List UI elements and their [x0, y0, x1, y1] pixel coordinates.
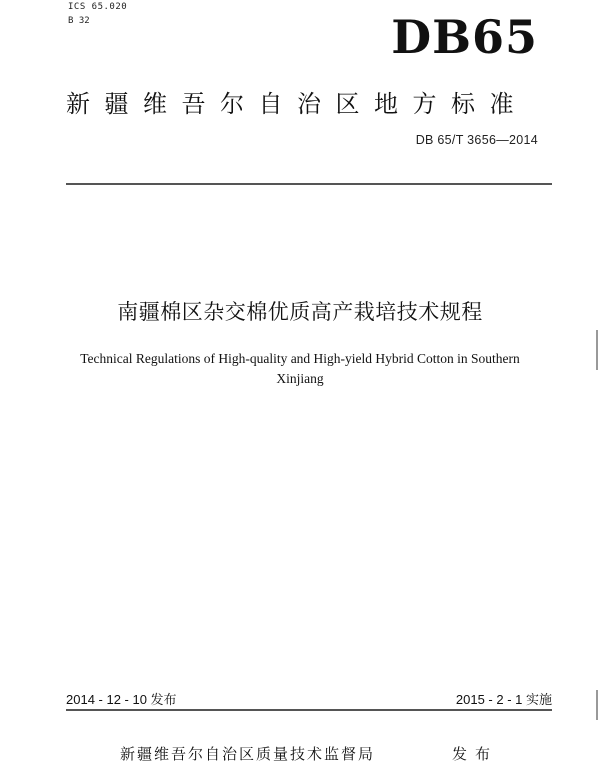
issue-label: 发布: [452, 745, 499, 763]
top-divider: [66, 183, 552, 185]
ccs-code: B 32: [68, 16, 90, 26]
standard-type-heading: 新疆维吾尔自治区地方标准: [66, 90, 528, 118]
ics-code: ICS 65.020: [68, 2, 128, 12]
scan-edge-mark: [596, 330, 598, 370]
implement-date: 2015 - 2 - 1 实施: [455, 692, 552, 707]
document-title-english: Technical Regulations of High-quality and High-yield Hybrid Cotton in Southern Xinjiang: [80, 351, 520, 386]
issuing-authority: 新疆维吾尔自治区质量技术监督局: [120, 745, 376, 763]
issue-date: 2014 - 12 - 10 发布: [66, 692, 177, 707]
dates-row: [66, 689, 552, 711]
bottom-divider: [66, 709, 552, 711]
document-title-chinese: 南疆棉区杂交棉优质高产栽培技术规程: [117, 300, 483, 324]
scan-edge-mark: [596, 690, 598, 720]
standard-number: DB 65/T 3656—2014: [415, 133, 538, 147]
standard-logo: DB65: [391, 10, 538, 64]
